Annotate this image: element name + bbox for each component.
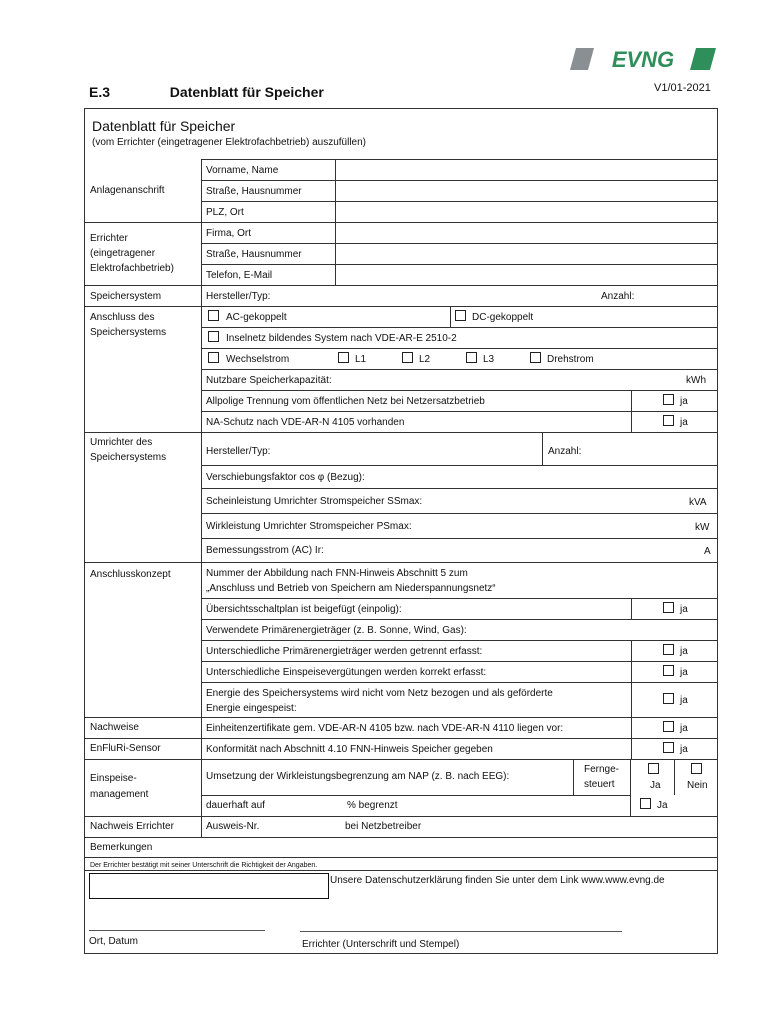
primaer-label: Verwendete Primärenergieträger (z. B. Sonne, Wind, Gas): <box>206 625 467 636</box>
uebersicht-checkbox[interactable] <box>663 602 674 613</box>
umrichter-label-1: Umrichter des <box>90 437 153 448</box>
anschluss-label-2: Speichersystems <box>90 327 167 338</box>
bemessung-unit: A <box>704 546 711 557</box>
enfluri-ja: ja <box>680 744 688 755</box>
dc-checkbox[interactable] <box>455 310 466 321</box>
fern-ja-checkbox[interactable] <box>648 763 659 774</box>
nummer-line-1: Nummer der Abbildung nach FNN-Hinweis Abschnitt 5 zum <box>206 568 468 579</box>
dauerhaft-label: dauerhaft auf <box>206 800 265 811</box>
signature-input-box[interactable] <box>89 873 329 899</box>
fern-ja-label: Ja <box>650 780 661 791</box>
dauerhaft-checkbox[interactable] <box>640 798 651 809</box>
kapazitaet-unit: kWh <box>686 375 706 386</box>
wirk-label: Wirkleistung Umrichter Stromspeicher PSmax: <box>206 521 412 532</box>
input-strasse[interactable] <box>336 181 717 201</box>
bemessung-label: Bemessungsstrom (AC) Ir: <box>206 545 324 556</box>
nachweise-label: Nachweise <box>90 722 139 733</box>
anschluss-label-1: Anschluss des <box>90 312 155 323</box>
field-plz-ort: PLZ, Ort <box>206 207 244 218</box>
einspeise-label-2: management <box>90 789 149 800</box>
einspeise-text: Umsetzung der Wirkleistungsbegrenzung am NAP (z. B. nach EEG): <box>206 771 510 782</box>
l3-checkbox[interactable] <box>466 352 477 363</box>
field-telefon: Telefon, E-Mail <box>206 270 273 281</box>
wirk-unit: kW <box>695 522 710 533</box>
form-subtitle: (vom Errichter (eingetragener Elektrofachbetrieb) auszufüllen) <box>92 137 367 148</box>
energie-line-2: Energie eingespeist: <box>206 703 297 714</box>
anlagenanschrift-label: Anlagenanschrift <box>90 185 165 196</box>
umrichter-label-2: Speichersystems <box>90 452 167 463</box>
schein-label: Scheinleistung Umrichter Stromspeicher SSmax: <box>206 496 423 507</box>
bestaetigung-text: Der Errichter bestätigt mit seiner Unterschrift die Richtigkeit der Angaben. <box>90 862 318 869</box>
wechselstrom-checkbox[interactable] <box>208 352 219 363</box>
uebersicht-label: Übersichtsschaltplan ist beigefügt (einpolig): <box>206 604 402 615</box>
einspeise-label-1: Einspeise- <box>90 773 137 784</box>
nachweis-errichter-label: Nachweis Errichter <box>90 821 174 832</box>
l1-checkbox[interactable] <box>338 352 349 363</box>
nachweise-checkbox[interactable] <box>663 721 674 732</box>
allpolig-checkbox[interactable] <box>663 394 674 405</box>
field-firma: Firma, Ort <box>206 228 251 239</box>
ac-label: AC-gekoppelt <box>226 312 287 323</box>
section-heading <box>89 84 324 100</box>
speichersystem-label: Speichersystem <box>90 291 162 302</box>
ac-checkbox[interactable] <box>208 310 219 321</box>
energie-ja: ja <box>680 695 688 706</box>
cos-label: Verschiebungsfaktor cos φ (Bezug): <box>206 472 365 483</box>
wechselstrom-label: Wechselstrom <box>226 354 290 365</box>
netzbetreiber-label: bei Netzbetreiber <box>345 821 422 832</box>
na-schutz-ja: ja <box>680 417 688 428</box>
nummer-line-2: „Anschluss und Betrieb von Speichern am Niederspannungsnetz“ <box>206 583 496 594</box>
schein-unit: kVA <box>689 497 707 508</box>
nachweise-ja: ja <box>680 723 688 734</box>
getrennt-label: Unterschiedliche Primärenergieträger werden getrennt erfasst: <box>206 646 483 657</box>
fern-line-2: steuert <box>584 779 615 790</box>
ort-datum-label: Ort, Datum <box>89 936 138 947</box>
enfluri-text: Konformität nach Abschnitt 4.10 FNN-Hinweis Speicher gegeben <box>206 744 493 755</box>
kapazitaet-label: Nutzbare Speicherkapazität: <box>206 375 332 386</box>
field-errichter-strasse: Straße, Hausnummer <box>206 249 302 260</box>
umrichter-hersteller: Hersteller/Typ: <box>206 446 271 457</box>
input-firma[interactable] <box>336 223 717 243</box>
energie-checkbox[interactable] <box>663 693 674 704</box>
fern-nein-label: Nein <box>687 780 708 791</box>
uebersicht-ja: ja <box>680 604 688 615</box>
form-title: Datenblatt für Speicher <box>92 118 236 134</box>
unterschrift-label: Errichter (Unterschrift und Stempel) <box>302 939 460 950</box>
drehstrom-label: Drehstrom <box>547 354 594 365</box>
speicher-anzahl: Anzahl: <box>601 291 635 302</box>
errichter-label-3: Elektrofachbetrieb) <box>90 263 174 274</box>
section-title: Datenblatt für Speicher <box>169 84 324 100</box>
allpolig-ja: ja <box>680 396 688 407</box>
umrichter-anzahl: Anzahl: <box>548 446 582 457</box>
datenschutz-text: Unsere Datenschutzerklärung finden Sie unter dem Link www.www.evng.de <box>330 875 665 886</box>
input-telefon[interactable] <box>336 265 717 285</box>
verguetung-ja: ja <box>680 667 688 678</box>
fern-nein-checkbox[interactable] <box>691 763 702 774</box>
version-label: V1/01-2021 <box>654 82 711 94</box>
l2-checkbox[interactable] <box>402 352 413 363</box>
verguetung-checkbox[interactable] <box>663 665 674 676</box>
na-schutz-label: NA-Schutz nach VDE-AR-N 4105 vorhanden <box>206 417 405 428</box>
errichter-label-2: (eingetragener <box>90 248 156 259</box>
drehstrom-checkbox[interactable] <box>530 352 541 363</box>
fern-line-1: Fernge- <box>584 764 620 775</box>
dauerhaft-ja: Ja <box>657 800 668 811</box>
input-plz-ort[interactable] <box>336 202 717 222</box>
insel-label: Inselnetz bildendes System nach VDE-AR-E 2510-2 <box>226 333 457 344</box>
section-number: E.3 <box>89 84 111 100</box>
field-strasse: Straße, Hausnummer <box>206 186 302 197</box>
allpolig-label: Allpolige Trennung vom öffentlichen Netz bei Netzersatzbetrieb <box>206 396 485 407</box>
getrennt-ja: ja <box>680 646 688 657</box>
errichter-label-1: Errichter <box>90 233 128 244</box>
energie-line-1: Energie des Speichersystems wird nicht vom Netz bezogen und als geförderte <box>206 688 553 699</box>
bemerkungen-label: Bemerkungen <box>90 842 153 853</box>
nachweise-text: Einheitenzertifikate gem. VDE-AR-N 4105 bzw. nach VDE-AR-N 4110 liegen vor: <box>206 723 564 734</box>
konzept-label: Anschlusskonzept <box>90 569 171 580</box>
evng-logo <box>570 48 716 70</box>
l1-label: L1 <box>355 354 367 365</box>
getrennt-checkbox[interactable] <box>663 644 674 655</box>
l3-label: L3 <box>483 354 495 365</box>
enfluri-label: EnFluRi-Sensor <box>90 743 161 754</box>
speicher-hersteller: Hersteller/Typ: <box>206 291 271 302</box>
enfluri-checkbox[interactable] <box>663 742 674 753</box>
input-errichter-strasse[interactable] <box>336 244 717 264</box>
verguetung-label: Unterschiedliche Einspeisevergütungen werden korrekt erfasst: <box>206 667 487 678</box>
logo-text: EVNG <box>611 48 675 70</box>
insel-checkbox[interactable] <box>208 331 219 342</box>
l2-label: L2 <box>419 354 431 365</box>
begrenzt-label: % begrenzt <box>347 800 398 811</box>
field-name: Vorname, Name <box>206 165 279 176</box>
ausweis-label: Ausweis-Nr. <box>206 821 260 832</box>
dc-label: DC-gekoppelt <box>472 312 534 323</box>
na-schutz-checkbox[interactable] <box>663 415 674 426</box>
input-name[interactable] <box>336 160 717 180</box>
